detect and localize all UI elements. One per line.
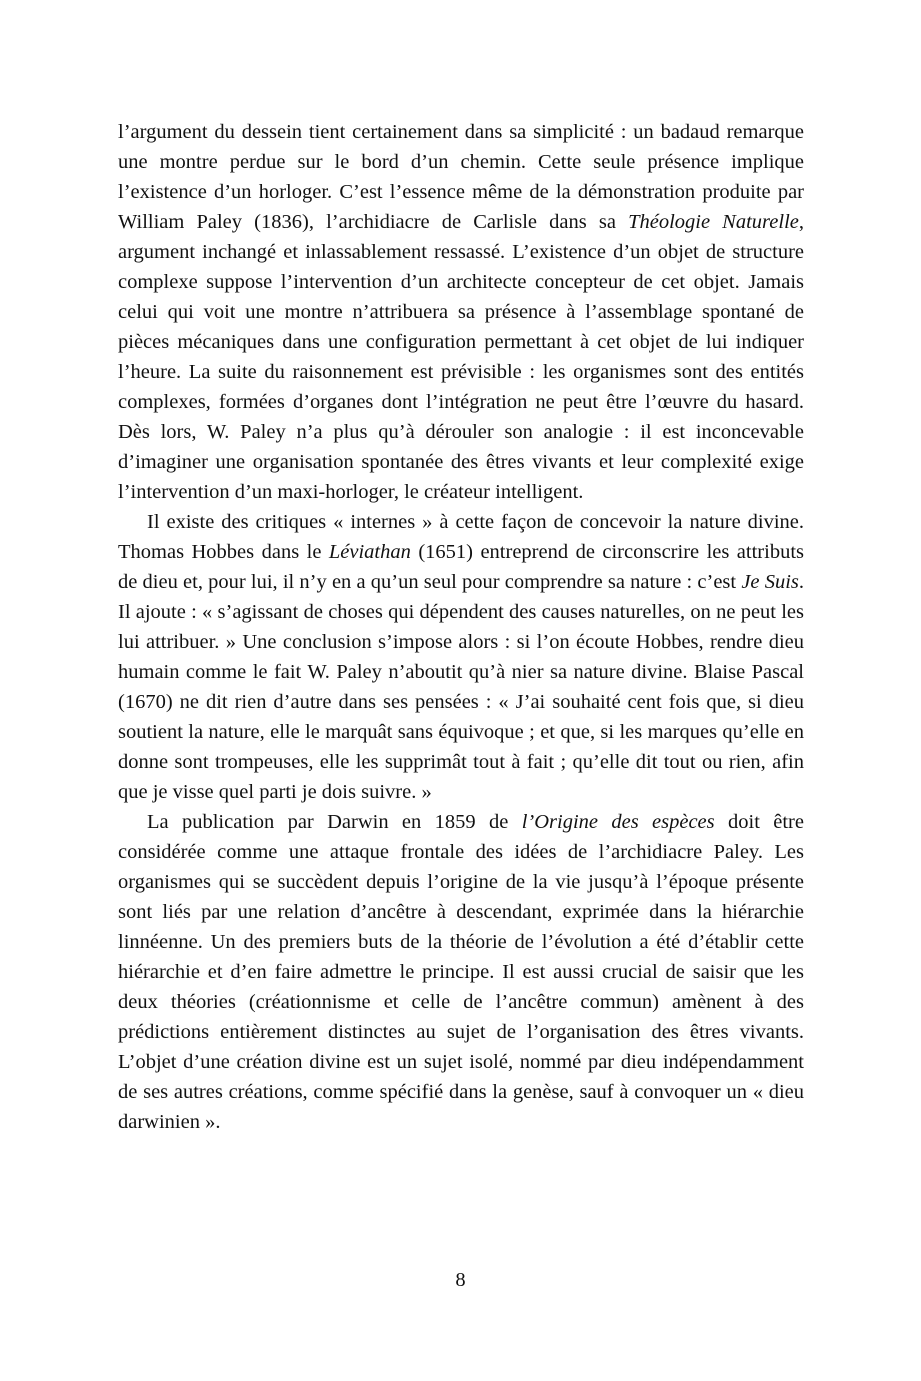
italic-title-theologie-naturelle: Théologie Naturelle (628, 211, 799, 233)
text-span: . Il ajoute : « s’agissant de choses qui dépendent des causes naturelles, on ne peut les lui attribuer. » Une conclusion s’impose alors : si l’on écoute Hobbes, rendre dieu humain comme le fait W. Paley n’aboutit qu’à nier sa nature divine. Blaise Pascal (1670) ne dit rien d’autre dans ses pensées : « J’ai souhaité cent fois que, si dieu soutient la nature, elle le marquât sans équivoque ; et que, si les marques qu’elle en donne sont trompeuses, elle les supprimât tout à fait ; qu’elle dit tout ou rien, afin que je visse quel parti je dois suivre. » (118, 571, 804, 803)
italic-title-leviathan: Léviathan (328, 541, 411, 563)
text-span: l’argument du dessein tient certainement dans sa simplicité : un badaud remarque une montre perdue sur le bord d’un chemin. Cette seule présence implique l’existence d’un horloger. C’est l’essence même de la démonstration produite par William Paley (1836), l’archidiacre de Carlisle dans sa (118, 121, 804, 233)
text-span: Il existe des critiques « internes » à cette façon de concevoir la nature divine. Thomas Hobbes dans le (118, 511, 804, 563)
paragraph-1 (118, 117, 804, 507)
italic-title-origine-des-especes: l’Origine des espèces (521, 811, 715, 833)
paragraph-3 (118, 807, 804, 1137)
text-span: doit être considérée comme une attaque frontale des idées de l’archidiacre Paley. Les organismes qui se succèdent depuis l’origine de la vie jusqu’à l’époque présente sont liés par une relation d’ancêtre à descendant, exprimée dans la hiérarchie linnéenne. Un des premiers buts de la théorie de l’évolution a été d’établir cette hiérarchie et d’en faire admettre le principe. Il est aussi crucial de saisir que les deux théories (créationnisme et celle de l’ancêtre commun) amènent à des prédictions entièrement distinctes au sujet de l’organisation des êtres vivants. L’objet d’une création divine est un sujet isolé, nommé par dieu indépendamment de ses autres créations, comme spécifié dans la genèse, sauf à convoquer un « dieu darwinien ». (118, 811, 804, 1133)
paragraph-2 (118, 507, 804, 807)
text-span: , argument inchangé et inlassablement ressassé. L’existence d’un objet de structure complexe suppose l’intervention d’un architecte concepteur de cet objet. Jamais celui qui voit une montre n’attribuera sa présence à l’assemblage spontané de pièces mécaniques dans une configuration permettant à cet objet de lui indiquer l’heure. La suite du raisonnement est prévisible : les organismes sont des entités complexes, formées d’organes dont l’intégration ne peut être l’œuvre du hasard. Dès lors, W. Paley n’a plus qu’à dérouler son analogie : il est inconcevable d’imaginer une organisation spontanée des êtres vivants et leur complexité exige l’intervention d’un maxi-horloger, le créateur intelligent. (118, 211, 804, 503)
text-span: La publication par Darwin en 1859 de (147, 811, 522, 833)
body-text (118, 117, 804, 1137)
italic-je-suis: Je Suis (741, 571, 799, 593)
text-span: (1651) entreprend de circonscrire les attributs de dieu et, pour lui, il n’y en a qu’un seul pour comprendre sa nature : c’est (118, 541, 804, 593)
page-number: 8 (455, 1269, 466, 1291)
